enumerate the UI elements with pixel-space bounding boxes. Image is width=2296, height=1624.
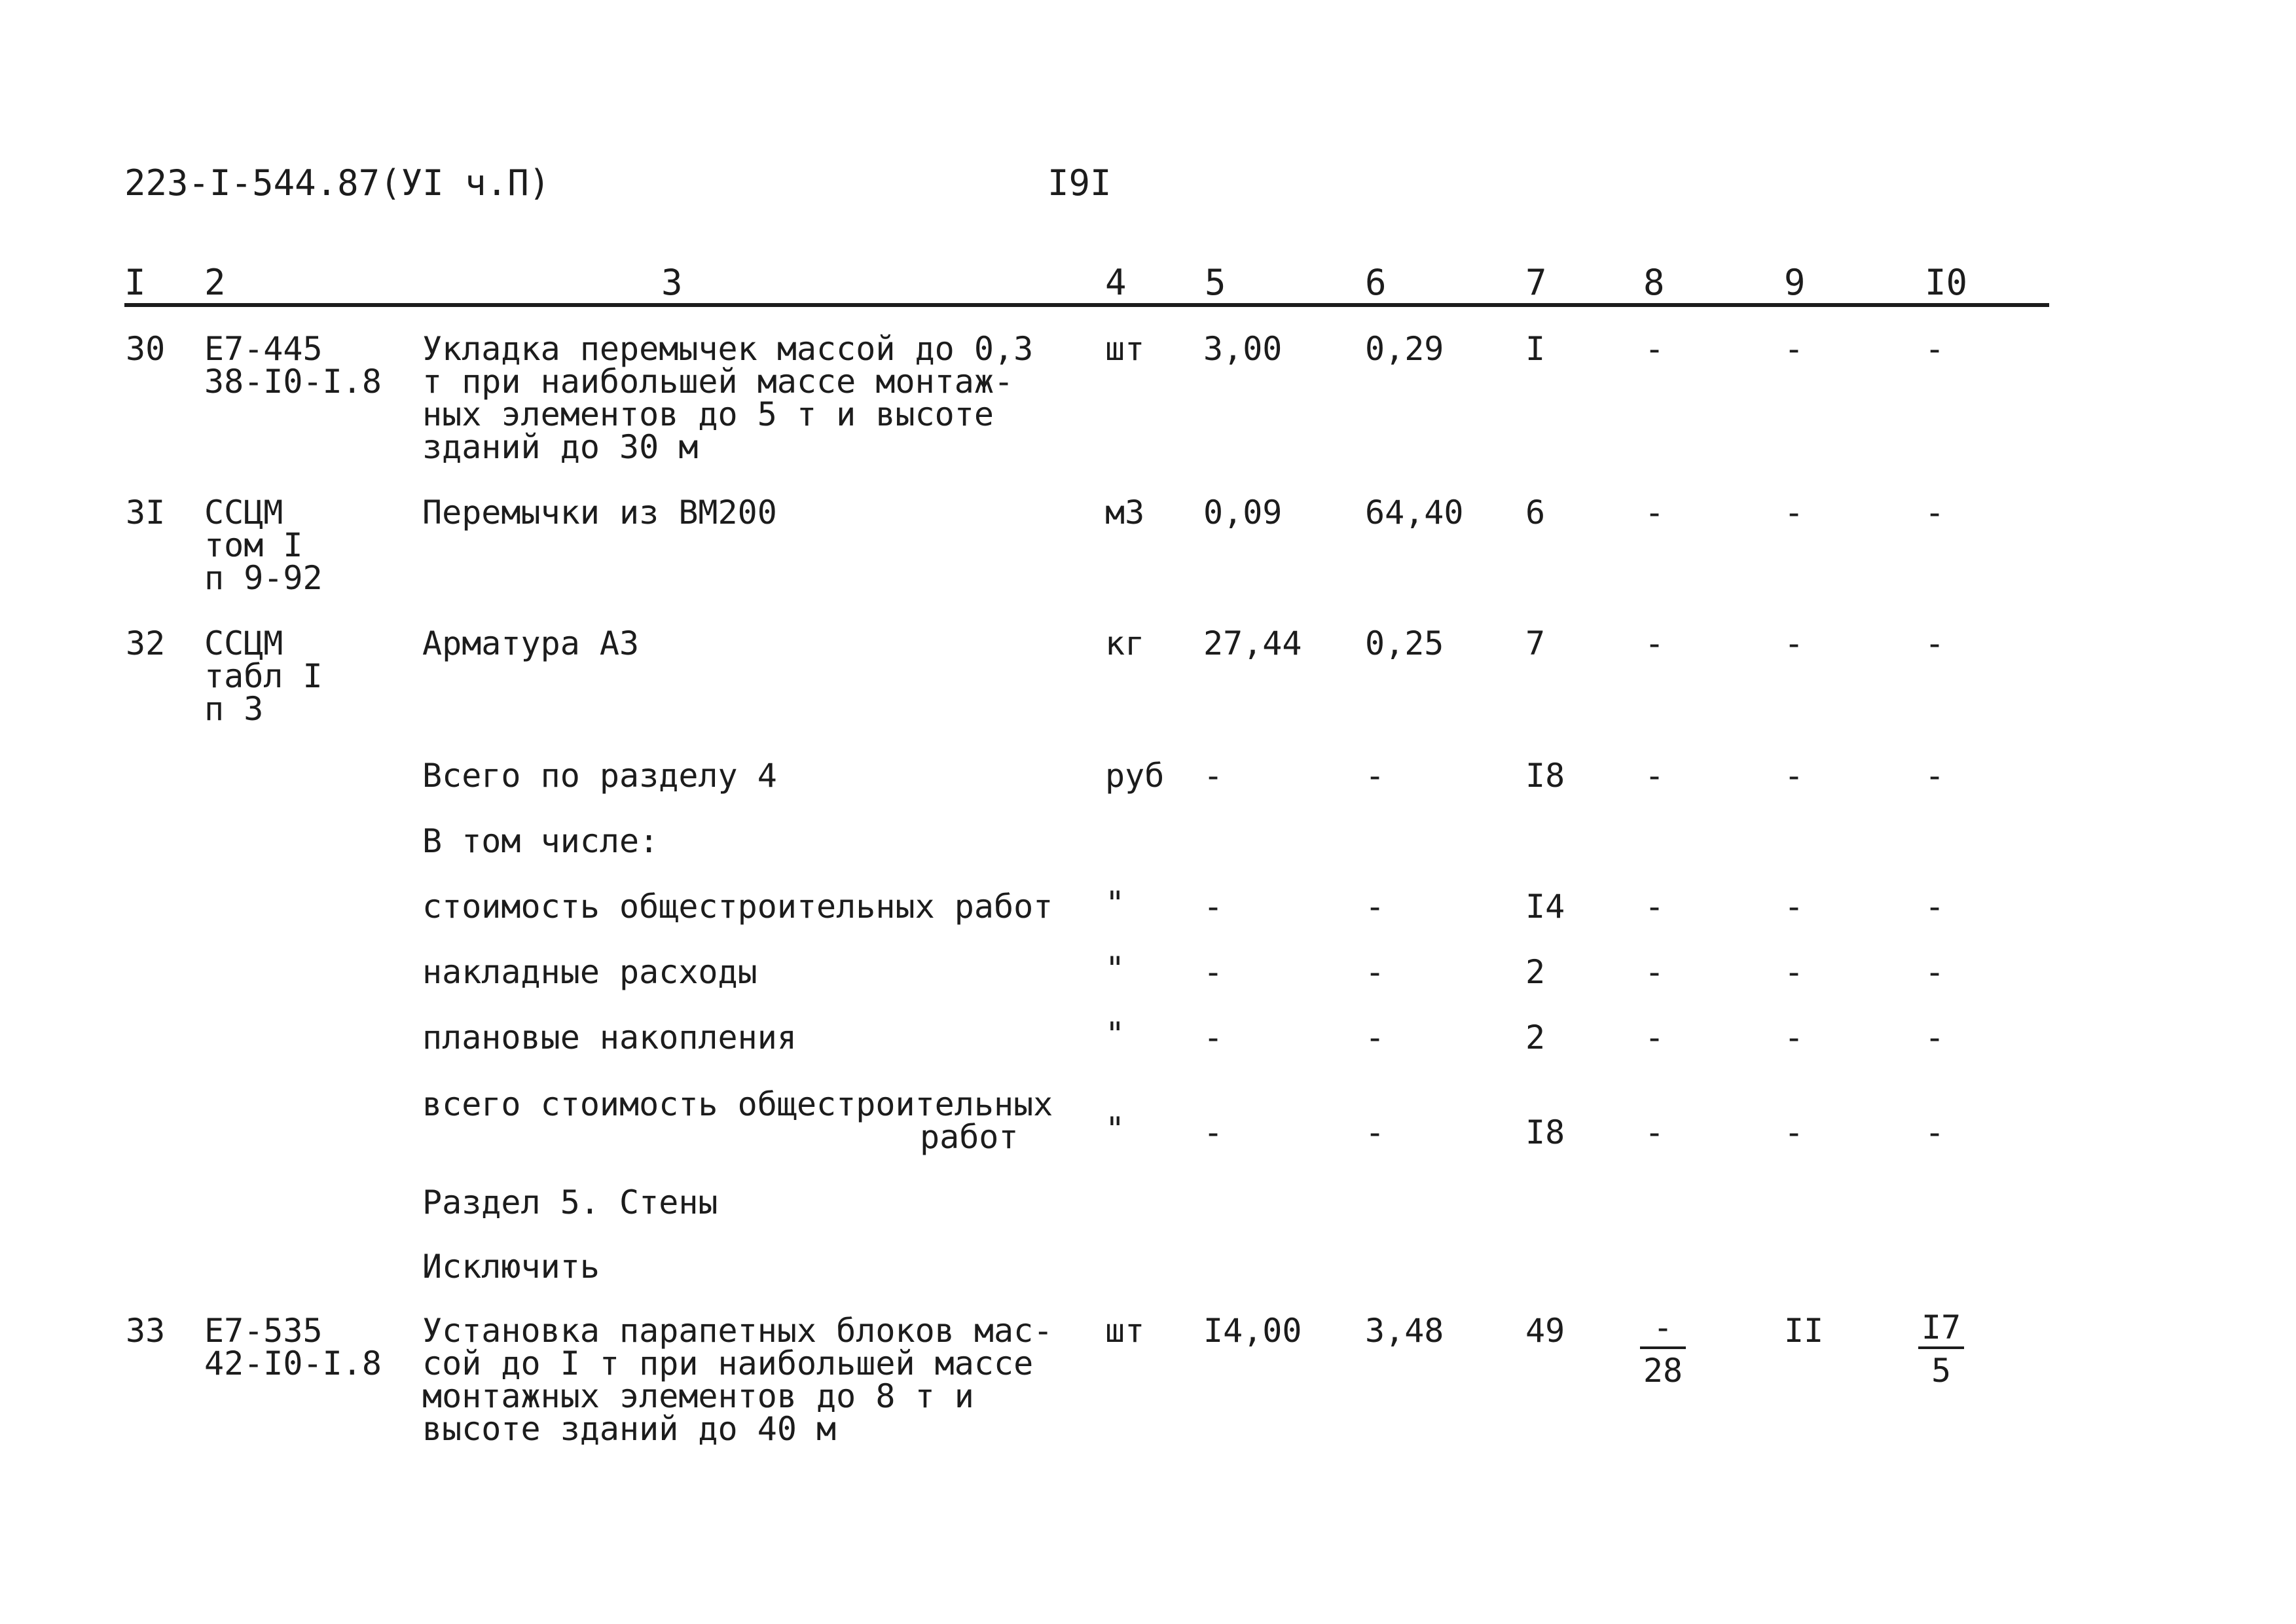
rate-code: п 3 [204,690,264,728]
total-cost: I8 [1525,1113,1565,1151]
total-cost: 2 [1525,953,1546,991]
unit: м3 [1105,494,1145,532]
row-number: 30 [126,330,166,368]
work-description: Установка парапетных блоков мас- [422,1312,1053,1350]
section-5-heading: Раздел 5. Стены [422,1183,718,1221]
quantity: 3,00 [1203,330,1283,368]
total-cost: I4 [1525,888,1565,926]
col-10: - [1925,1113,1945,1151]
column-header-1: I [124,262,146,303]
column-header-5: 5 [1205,262,1226,303]
unit-cost: - [1365,1019,1385,1056]
total-cost: I [1525,330,1546,368]
rate-code: том I [204,526,303,564]
quantity: 0,09 [1203,494,1283,532]
col-10-fraction [1918,1308,1964,1390]
work-description: всего стоимость общестроительных [422,1085,1053,1123]
col-10: - [1925,757,1945,795]
col-8: - [1645,888,1665,926]
quantity: - [1203,1019,1224,1056]
unit: кг [1105,624,1145,662]
unit: руб [1105,757,1165,795]
rate-code: Е7-535 [204,1312,323,1350]
col-9: - [1784,330,1804,368]
quantity: - [1203,888,1224,926]
col-10: - [1925,1019,1945,1056]
fraction-denominator: 28 [1643,1352,1683,1390]
ditto-mark: " [1105,1015,1125,1053]
rate-code: п 9-92 [204,559,323,597]
col-8: - [1645,330,1665,368]
col-8-fraction [1640,1308,1686,1390]
quantity: 27,44 [1203,624,1302,662]
unit-cost: 64,40 [1365,494,1464,532]
work-description: Перемычки из ВМ200 [422,494,777,532]
col-8: - [1645,1019,1665,1056]
row-number: 32 [126,624,166,662]
column-header-4: 4 [1105,262,1127,303]
work-description: высоте зданий до 40 м [422,1410,837,1448]
col-9: - [1784,953,1804,991]
work-description: сой до I т при наибольшей массе [422,1344,1034,1382]
work-description: работ [920,1118,1019,1156]
col-9: - [1784,888,1804,926]
total-cost: 6 [1525,494,1546,532]
unit: шт [1105,330,1145,368]
col-8: - [1645,757,1665,795]
col-10: - [1925,953,1945,991]
unit-cost: 0,29 [1365,330,1444,368]
unit-cost: - [1365,888,1385,926]
col-9: - [1784,494,1804,532]
total-cost: 7 [1525,624,1546,662]
unit-cost: - [1365,1113,1385,1151]
column-header-8: 8 [1643,262,1665,303]
unit-cost: 3,48 [1365,1312,1444,1350]
col-9: - [1784,1113,1804,1151]
total-cost: I8 [1525,757,1565,795]
column-header-7: 7 [1525,262,1547,303]
unit-cost: 0,25 [1365,624,1444,662]
ditto-mark: " [1105,950,1125,988]
col-10: - [1925,330,1945,368]
header-rule [124,303,2049,307]
including-label: В том числе: [422,822,659,860]
quantity: - [1203,953,1224,991]
total-cost: 49 [1525,1312,1565,1350]
work-description: стоимость общестроительных работ [422,888,1053,926]
fraction-numerator: I7 [1918,1311,1964,1349]
document-code: 223-I-544.87(УI ч.П) [124,162,551,204]
quantity: - [1203,757,1224,795]
col-8: - [1645,1113,1665,1151]
col-8: - [1645,494,1665,532]
work-description: плановые накопления [422,1019,797,1056]
rate-code: Е7-445 [204,330,323,368]
col-8: - [1645,624,1665,662]
work-description: монтажных элементов до 8 т и [422,1377,974,1415]
col-8: - [1645,953,1665,991]
unit-cost: - [1365,953,1385,991]
work-description: ных элементов до 5 т и высоте [422,395,994,433]
col-10: - [1925,624,1945,662]
ditto-mark: " [1105,884,1125,922]
unit-cost: - [1365,757,1385,795]
rate-code: ССЦМ [204,494,283,532]
col-10: - [1925,888,1945,926]
work-description: т при наибольшей массе монтаж- [422,363,1014,401]
work-description: Укладка перемычек массой до 0,3 [422,330,1034,368]
rate-code: 42-I0-I.8 [204,1344,382,1382]
column-header-9: 9 [1784,262,1806,303]
row-number: 33 [126,1312,166,1350]
fraction-denominator: 5 [1931,1352,1952,1390]
quantity: I4,00 [1203,1312,1302,1350]
col-9: - [1784,624,1804,662]
work-description: зданий до 30 м [422,428,699,466]
work-description: Арматура А3 [422,624,640,662]
work-description: Всего по разделу 4 [422,757,777,795]
column-header-10: I0 [1925,262,1968,303]
column-header-6: 6 [1365,262,1387,303]
quantity: - [1203,1113,1224,1151]
page-number: I9I [1048,162,1112,204]
col-10: - [1925,494,1945,532]
column-header-3: 3 [661,262,683,303]
ditto-mark: " [1105,1110,1125,1148]
rate-code: ССЦМ [204,624,283,662]
rate-code: 38-I0-I.8 [204,363,382,401]
column-header-2: 2 [204,262,226,303]
fraction-numerator: - [1640,1311,1686,1349]
exclude-label: Исключить [422,1248,600,1286]
col-9: II [1784,1312,1824,1350]
col-9: - [1784,1019,1804,1056]
col-9: - [1784,757,1804,795]
rate-code: табл I [204,657,323,695]
work-description: накладные расходы [422,953,757,991]
unit: шт [1105,1312,1145,1350]
row-number: 3I [126,494,166,532]
total-cost: 2 [1525,1019,1546,1056]
